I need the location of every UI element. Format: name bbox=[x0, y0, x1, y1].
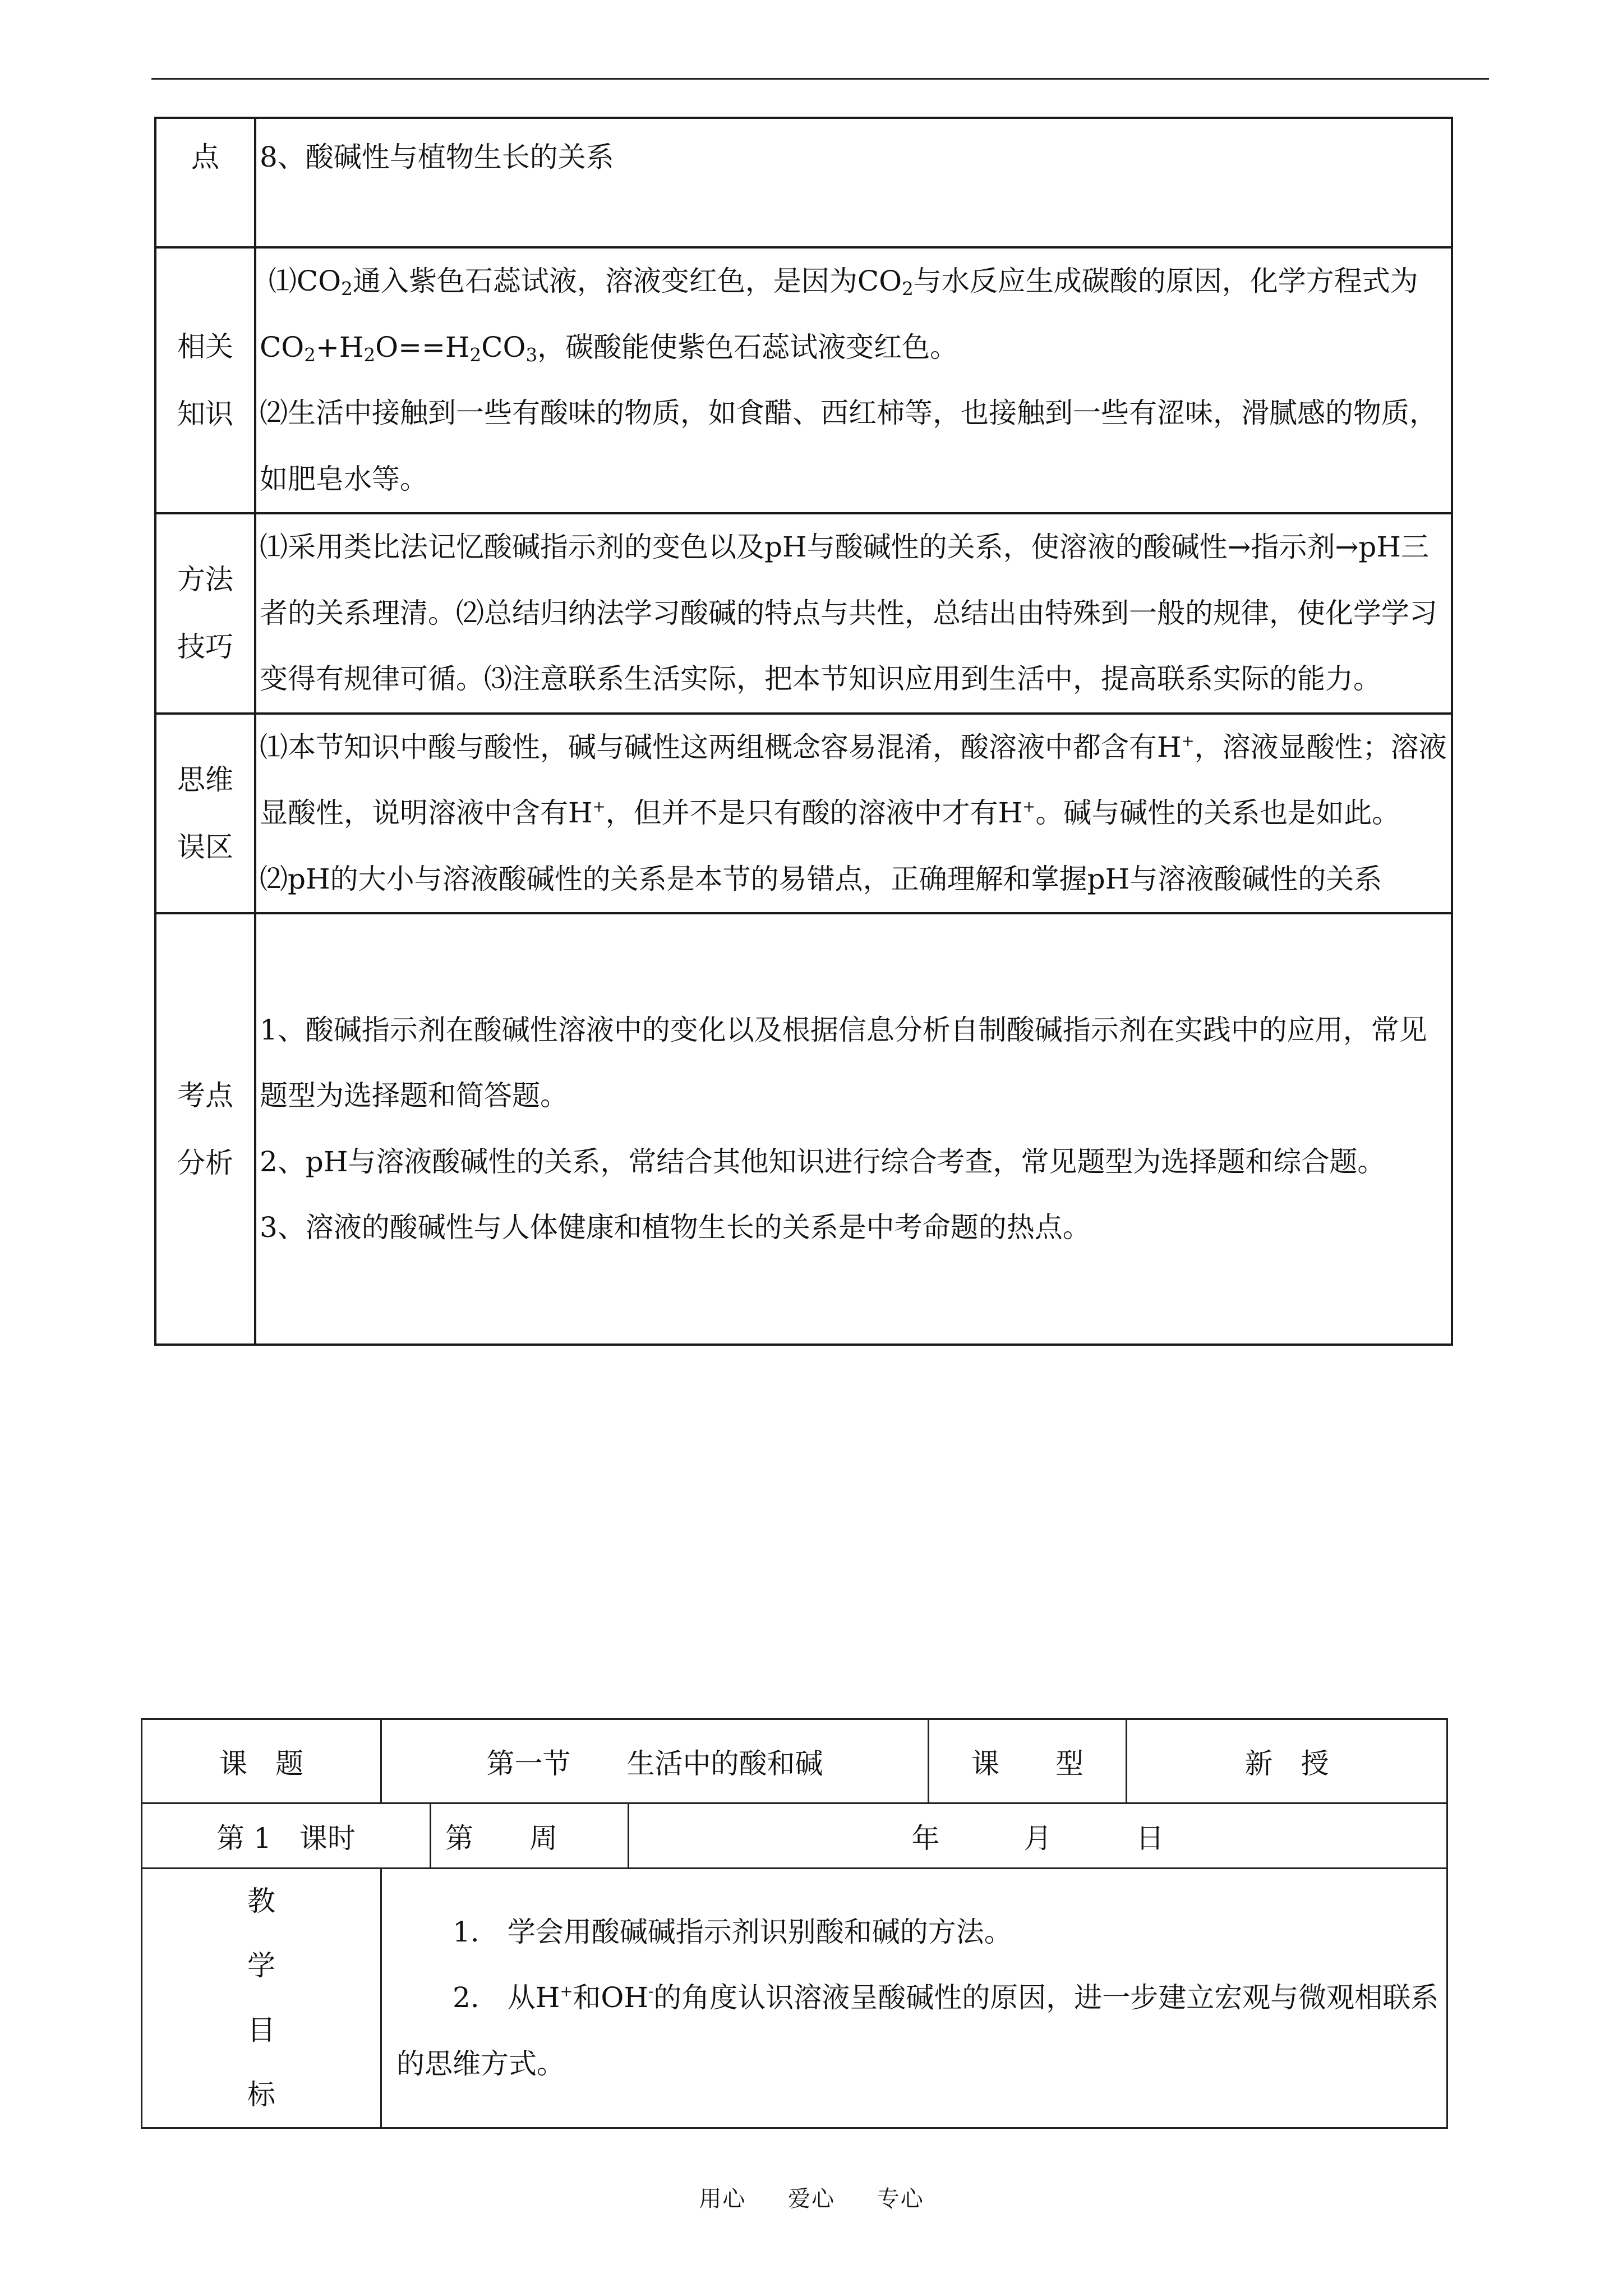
row-label: 考点 分析 bbox=[155, 913, 255, 1345]
table-row bbox=[142, 1719, 1447, 1803]
row-label: 思维 误区 bbox=[155, 714, 255, 914]
date-field: 年 月 日 bbox=[629, 1803, 1447, 1869]
type-label: 课 型 bbox=[929, 1719, 1127, 1803]
topic-label: 课 题 bbox=[142, 1719, 381, 1803]
misconception-p2: ⑵pH的大小与溶液酸碱性的关系是本节的易错点，正确理解和掌握pH与溶液酸碱性的关系 bbox=[260, 862, 1382, 895]
week-field: 第 周 bbox=[431, 1803, 629, 1869]
exam-point-1: 1、酸碱指示剂在酸碱性溶液中的变化以及根据信息分析自制酸碱指示剂在实践中的应用，常见题型为选择题和简答题。 bbox=[260, 1013, 1427, 1112]
row-content bbox=[255, 714, 1452, 914]
misconception-p1: ⑴本节知识中酸与酸性，碱与碱性这两组概念容易混淆，酸溶液中都含有H+，溶液显酸性；溶液显酸性，说明溶液中含有H+，但并不是只有酸的溶液中才有H+。碱与碱性的关系也是如此。 bbox=[260, 730, 1447, 829]
objective-1: 1. 学会用酸碱碱指示剂识别酸和碱的方法。 bbox=[453, 1915, 1012, 1948]
teaching-objectives bbox=[381, 1869, 1447, 2128]
method-text: ⑴采用类比法记忆酸碱指示剂的变色以及pH与酸碱性的关系，使溶液的酸碱性→指示剂→pH三者的关系理清。⑵总结归纳法学习酸碱的特点与共性，总结出由特殊到一般的规律，使化学学习变得有规律可循。⑶注意联系生活实际，把本节知识应用到生活中，提高联系实际的能力。 bbox=[260, 531, 1437, 695]
table-row bbox=[155, 913, 1452, 1345]
related-knowledge-p1: $⑴CO_2$通入紫色石蕊试液，溶液变红色，是因为$CO_2$与水反应生成碳酸的原因，化学方程式为$CO_2+H_2O==H_2CO_3$，碳酸能使紫色石蕊试液变红色。 bbox=[260, 265, 1418, 366]
footer-text: 用心 bbox=[699, 2186, 746, 2212]
row-label: 点 bbox=[155, 118, 255, 247]
type-value: 新 授 bbox=[1127, 1719, 1447, 1803]
row-content: 8、酸碱性与植物生长的关系 bbox=[255, 118, 1452, 247]
table-row bbox=[142, 1869, 1447, 2128]
exam-point-3: 3、溶液的酸碱性与人体健康和植物生长的关系是中考命题的热点。 bbox=[260, 1211, 1091, 1244]
knowledge-table bbox=[154, 117, 1453, 1346]
row-label: 方法 技巧 bbox=[155, 513, 255, 714]
footer-text: 专心 bbox=[877, 2186, 924, 2212]
page-footer bbox=[0, 2181, 1623, 2213]
row-content bbox=[255, 913, 1452, 1345]
table-row bbox=[155, 118, 1452, 247]
table-row bbox=[155, 513, 1452, 714]
exam-point-2: 2、pH与溶液酸碱性的关系，常结合其他知识进行综合考查，常见题型为选择题和综合题。 bbox=[260, 1145, 1386, 1178]
lesson-plan-table bbox=[141, 1718, 1448, 2129]
objective-2: 2. 从H+和OH-的角度认识溶液呈酸碱性的原因，进一步建立宏观与微观相联系的思维方式。 bbox=[396, 1981, 1439, 2080]
table-row bbox=[155, 714, 1452, 914]
lesson-number: 第 1 课时 bbox=[142, 1803, 431, 1869]
row-content bbox=[255, 513, 1452, 714]
footer-text: 爱心 bbox=[788, 2186, 835, 2212]
teaching-objectives-label: 教 学 目 标 bbox=[142, 1869, 381, 2128]
row-label: 相关 知识 bbox=[155, 247, 255, 513]
table-row bbox=[155, 247, 1452, 513]
row-content bbox=[255, 247, 1452, 513]
table-row bbox=[142, 1803, 1447, 1869]
header-rule bbox=[151, 78, 1489, 80]
related-knowledge-p2: ⑵生活中接触到一些有酸味的物质，如食醋、西红柿等，也接触到一些有涩味，滑腻感的物质，如肥皂水等。 bbox=[260, 397, 1437, 495]
topic-value: 第一节 生活中的酸和碱 bbox=[381, 1719, 929, 1803]
